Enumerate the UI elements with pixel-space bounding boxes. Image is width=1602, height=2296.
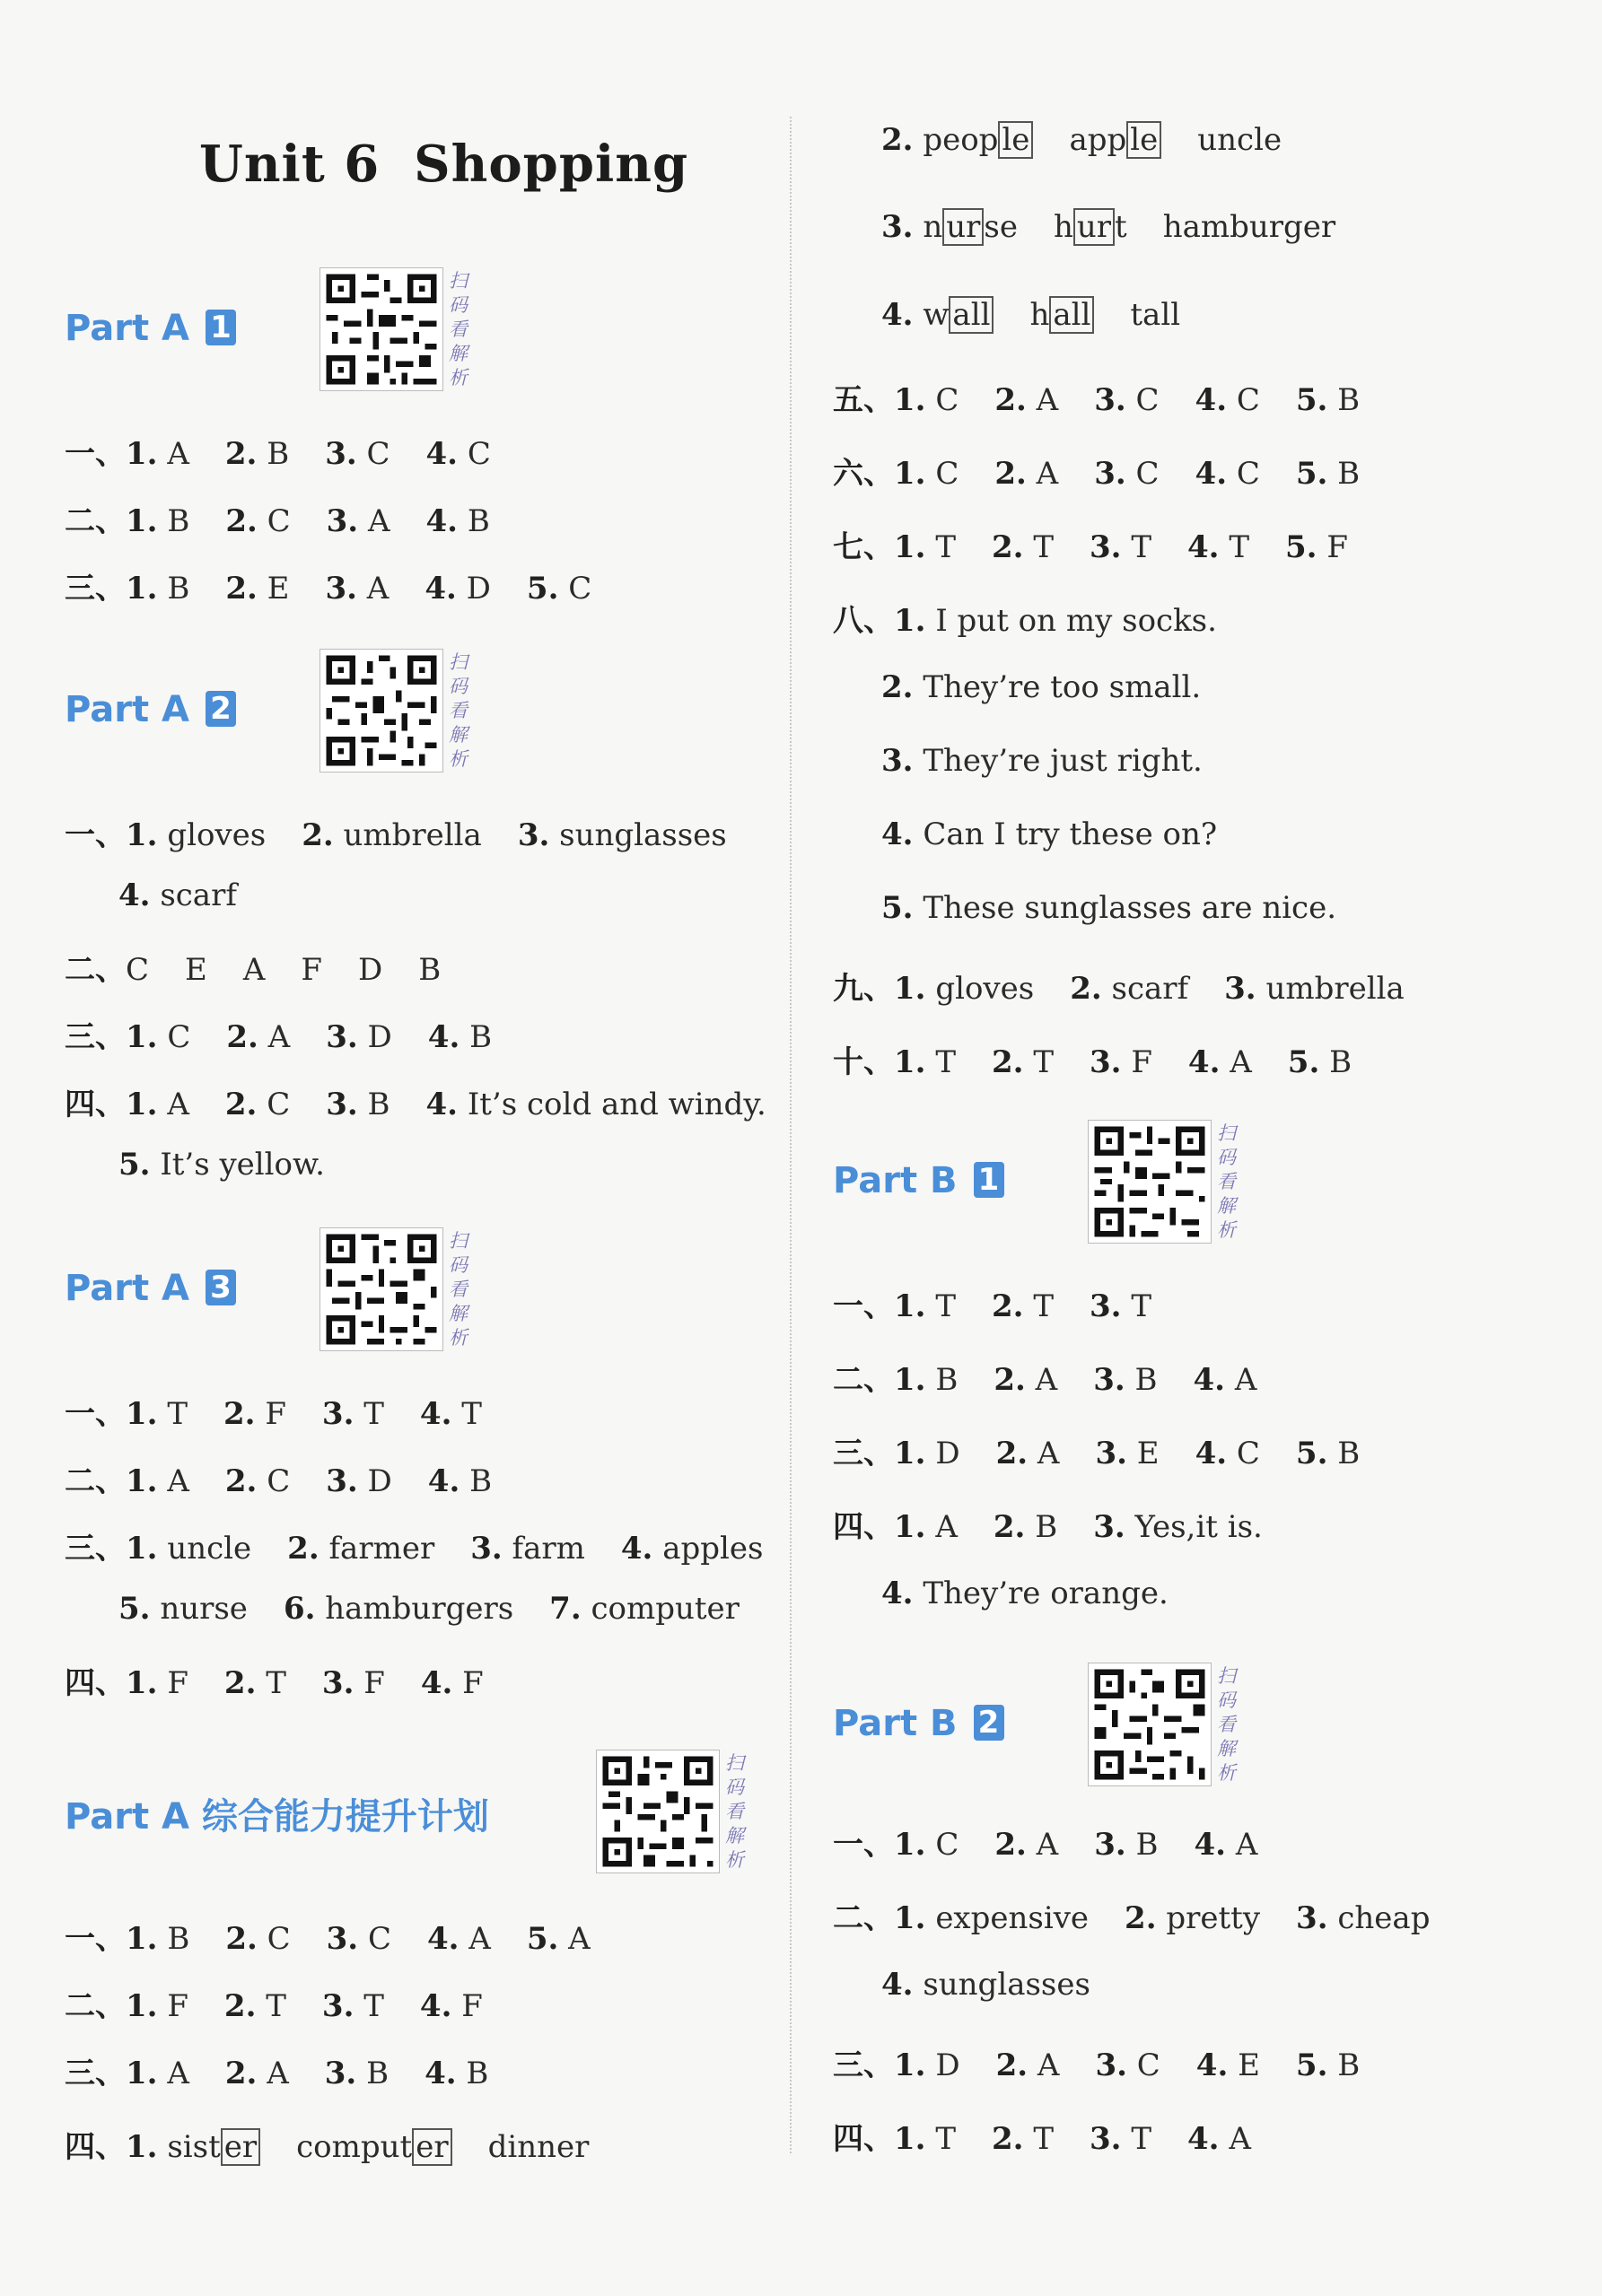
answer-line: 5. nurse 6. hamburgers 7. computer — [118, 1591, 740, 1627]
answer-line: 四、1. sist er comput er dinner — [65, 2129, 590, 2165]
title-word: Shopping — [414, 135, 689, 194]
answer-line: 二、1. F 2. T 3. T 4. F — [65, 1988, 483, 2024]
answer-line: 3. n ur se h ur t hamburger — [881, 209, 1336, 245]
qr-code-icon[interactable] — [320, 649, 443, 773]
column-divider — [790, 117, 792, 2153]
answer-line: 5. It’s yellow. — [118, 1147, 325, 1183]
answer-line: 四、1. A 2. C 3. B 4. It’s cold and windy. — [65, 1087, 766, 1122]
part-number-badge: 3 — [206, 1270, 236, 1305]
part-b-1-heading: Part B 1 — [833, 1160, 1004, 1201]
answer-line: 2. peop le app le uncle — [881, 122, 1282, 158]
boxed-letters: ur — [942, 208, 984, 246]
part-b-2-heading: Part B 2 — [833, 1703, 1004, 1744]
answer-line: 三、1. D 2. A 3. C 4. E 5. B — [833, 2047, 1361, 2083]
qr-code-icon[interactable] — [320, 267, 443, 391]
qr-code-icon[interactable] — [1088, 1120, 1212, 1244]
answer-line: 六、1. C 2. A 3. C 4. C 5. B — [833, 456, 1361, 492]
answer-line: 4. scarf — [118, 877, 237, 913]
answer-line: 三、1. D 2. A 3. E 4. C 5. B — [833, 1436, 1361, 1471]
part-number-badge: 1 — [974, 1162, 1004, 1198]
scan-for-answers-label: 扫 码 看 解 析 — [449, 651, 468, 770]
scan-for-answers-label: 扫 码 看 解 析 — [725, 1752, 744, 1871]
answer-line: 2. They’re too small. — [881, 669, 1202, 705]
answer-line: 一、1. T 2. F 3. T 4. T — [65, 1396, 482, 1432]
answer-line: 5. These sunglasses are nice. — [881, 890, 1337, 926]
answer-line: 三、1. B 2. E 3. A 4. D 5. C — [65, 571, 592, 607]
title-unit: Unit 6 — [199, 135, 381, 194]
answer-line: 一、1. gloves 2. umbrella 3. sunglasses — [65, 817, 727, 853]
answer-line: 三、1. C 2. A 3. D 4. B — [65, 1019, 493, 1055]
page-title — [199, 135, 688, 194]
answer-line: 二、1. A 2. C 3. D 4. B — [65, 1463, 493, 1499]
answer-line: 四、1. A 2. B 3. Yes,it is. — [833, 1509, 1263, 1545]
answer-line: 4. w all h all tall — [881, 297, 1181, 333]
answer-line: 二、1. expensive 2. pretty 3. cheap — [833, 1900, 1431, 1936]
scan-for-answers-label: 扫 码 看 解 析 — [1217, 1665, 1236, 1784]
answer-line: 一、1. T 2. T 3. T — [833, 1288, 1151, 1324]
answer-line: 二、1. B 2. C 3. A 4. B — [65, 503, 490, 539]
answer-line: 4. They’re orange. — [881, 1576, 1169, 1611]
qr-code-icon[interactable] — [1088, 1663, 1212, 1786]
answer-line: 4. sunglasses — [881, 1967, 1090, 2003]
scan-for-answers-label: 扫 码 看 解 析 — [449, 270, 468, 388]
boxed-letters: er — [221, 2128, 260, 2166]
answer-line: 十、1. T 2. T 3. F 4. A 5. B — [833, 1044, 1353, 1080]
answer-line: 三、1. A 2. A 3. B 4. B — [65, 2056, 489, 2091]
boxed-letters: all — [949, 296, 994, 334]
part-number-badge: 2 — [206, 691, 236, 727]
answer-line: 八、1. I put on my socks. — [833, 603, 1217, 639]
boxed-letters: all — [1049, 296, 1094, 334]
answer-line: 九、1. gloves 2. scarf 3. umbrella — [833, 971, 1405, 1007]
qr-code-icon[interactable] — [320, 1227, 443, 1351]
boxed-letters: er — [412, 2128, 451, 2166]
part-a-review-heading: Part A 综合能力提升计划 — [65, 1796, 489, 1838]
qr-code-icon[interactable] — [596, 1750, 720, 1873]
boxed-letters: le — [1126, 121, 1161, 159]
answer-line: 四、1. T 2. T 3. T 4. A — [833, 2121, 1251, 2157]
answer-line: 四、1. F 2. T 3. F 4. F — [65, 1665, 484, 1701]
answer-line: 二、1. B 2. A 3. B 4. A — [833, 1362, 1257, 1398]
part-a-2-heading: Part A 2 — [65, 689, 236, 730]
scan-for-answers-label: 扫 码 看 解 析 — [1217, 1122, 1236, 1241]
answer-line: 3. They’re just right. — [881, 743, 1203, 779]
answer-line: 七、1. T 2. T 3. T 4. T 5. F — [833, 529, 1348, 565]
scan-for-answers-label: 扫 码 看 解 析 — [449, 1230, 468, 1349]
boxed-letters: ur — [1073, 208, 1115, 246]
answer-line: 4. Can I try these on? — [881, 816, 1218, 852]
answer-line: 二、C E A F D B — [65, 952, 442, 988]
answer-line: 三、1. uncle 2. farmer 3. farm 4. apples — [65, 1531, 764, 1567]
part-a-3-heading: Part A 3 — [65, 1268, 236, 1309]
answer-line: 五、1. C 2. A 3. C 4. C 5. B — [833, 382, 1361, 418]
part-number-badge: 2 — [974, 1705, 1004, 1741]
boxed-letters: le — [998, 121, 1033, 159]
answer-line: 一、1. B 2. C 3. C 4. A 5. A — [65, 1921, 591, 1957]
part-a-1-heading: Part A 1 — [65, 308, 236, 349]
answer-line: 一、1. C 2. A 3. B 4. A — [833, 1827, 1258, 1863]
answer-line: 一、1. A 2. B 3. C 4. C — [65, 436, 491, 472]
part-number-badge: 1 — [206, 310, 236, 345]
